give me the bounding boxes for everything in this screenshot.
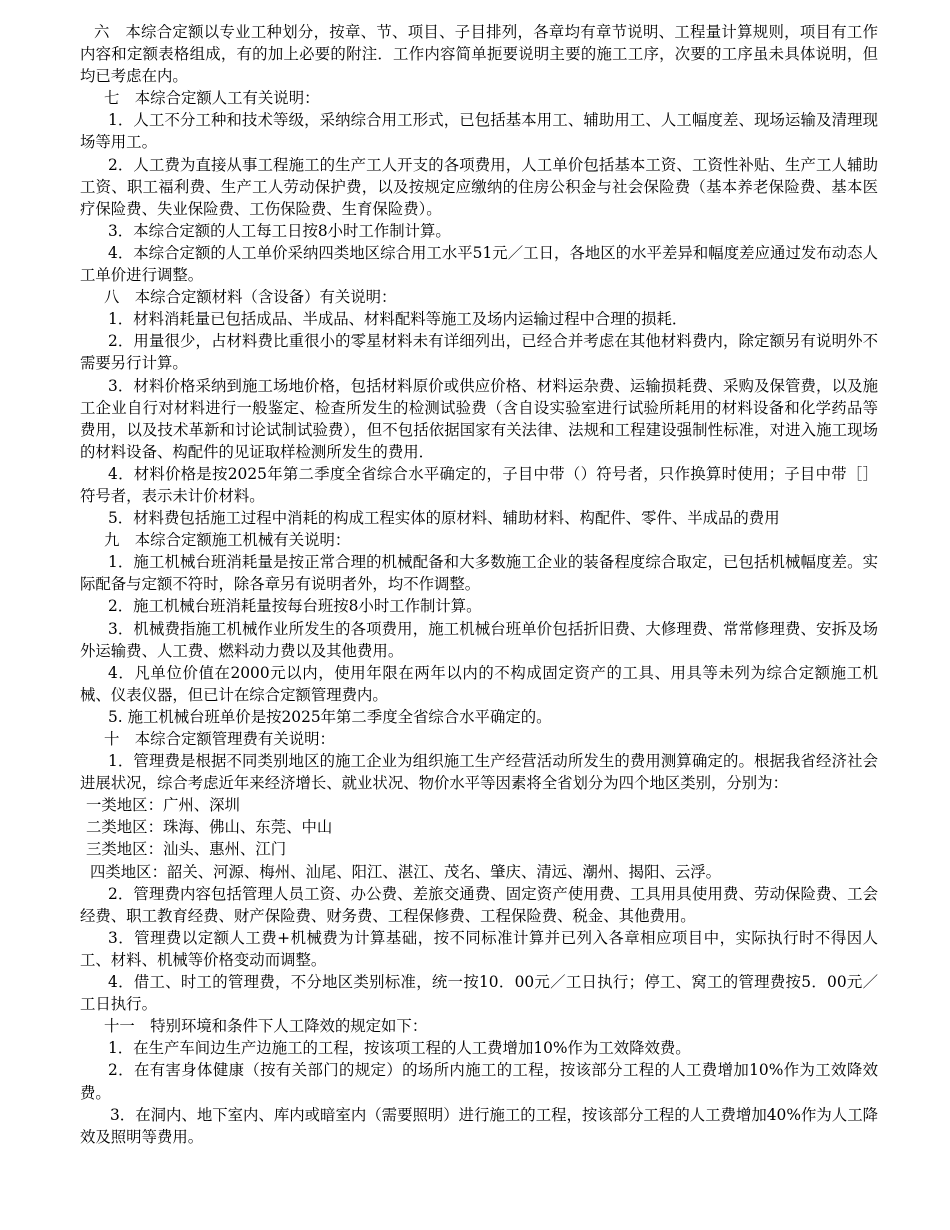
heading-section-7-labor: 七 本综合定额人工有关说明： [104, 89, 320, 108]
paragraph-materials-1: 1．材料消耗量已包括成品、半成品、材料配料等施工及场内运输过程中合理的损耗． [108, 310, 688, 329]
paragraph-materials-4: 4．材料价格是按2025年第二季度全省综合水平确定的，子目中带（）符号者，只作换算时使用；子目中带［］符号者，表示未计价材料。 [80, 464, 878, 505]
paragraph-management-1: 1．管理费是根据不同类别地区的施工企业为组织施工生产经营活动所发生的费用测算确定的。根据我省经济社会进展状况，综合考虑近年来经济增长、就业状况、物价水平等因素将全省划分为四个地区类别，分别为： [80, 752, 878, 793]
paragraph-machinery-5: 5. 施工机械台班单价是按2025年第二季度全省综合水平确定的。 [108, 707, 552, 726]
paragraph-materials-2: 2．用量很少，占材料费比重很小的零星材料未有详细列出，已经合并考虑在其他材料费内，除定额另有说明外不需要另行计算。 [80, 332, 878, 373]
paragraph-labor-4: 4．本综合定额的人工单价采纳四类地区综合用工水平51元／工日，各地区的水平差异和幅度差应通过发布动态人工单价进行调整。 [80, 243, 878, 285]
heading-section-11-efficiency: 十一 特别环境和条件下人工降效的规定如下： [104, 1017, 428, 1036]
heading-section-8-materials: 八 本综合定额材料（含设备）有关说明： [104, 288, 397, 307]
region-class-1: 一类地区：广州、深圳 [86, 796, 240, 815]
paragraph-machinery-1: 1．施工机械台班消耗量是按正常合理的机械配备和大多数施工企业的装备程度综合取定，已包括机械幅度差。实际配备与定额不符时，除各章另有说明者外，均不作调整。 [80, 553, 878, 594]
paragraph-materials-3: 3．材料价格采纳到施工场地价格，包括材料原价或供应价格、材料运杂费、运输损耗费、采购及保管费，以及施工企业自行对材料进行一般鉴定、检查所发生的检测试验费（含自设实验室进行试验所耗用的材料设备和化学药品等费用，以及技术革新和讨论试制试验费），但不包括依据国家有关法律、法规和工程建设强制性标准，对进入施工现场的材料设备、构配件的见证取样检测所发生的费用． [80, 376, 878, 461]
paragraph-labor-3: 3．本综合定额的人工每工日按8小时工作制计算。 [108, 221, 451, 240]
paragraph-efficiency-2: 2．在有害身体健康（按有关部门的规定）的场所内施工的工程，按该部分工程的人工费增加10%作为工效降效费。 [80, 1061, 878, 1102]
paragraph-machinery-3: 3．机械费指施工机械作业所发生的各项费用，施工机械台班单价包括折旧费、大修理费、常常修理费、安拆及场外运输费、人工费、燃料动力费以及其他费用。 [80, 619, 878, 660]
paragraph-labor-1: 1．人工不分工种和技术等级，采纳综合用工形式，已包括基本用工、辅助用工、人工幅度差、现场运输及清理现场等用工。 [80, 111, 878, 152]
paragraph-management-2: 2．管理费内容包括管理人员工资、办公费、差旅交通费、固定资产使用费、工具用具使用费、劳动保险费、工会经费、职工教育经费、财产保险费、财务费、工程保修费、工程保险费、税金、其他费用。 [80, 884, 878, 925]
paragraph-machinery-2: 2．施工机械台班消耗量按每台班按8小时工作制计算。 [108, 597, 482, 616]
heading-section-10-management-fee: 十 本综合定额管理费有关说明： [104, 730, 335, 748]
heading-section-9-machinery: 九 本综合定额施工机械有关说明： [104, 531, 351, 550]
region-class-2: 二类地区：珠海、佛山、东莞、中山 [86, 818, 333, 837]
paragraph-labor-2: 2．人工费为直接从事工程施工的生产工人开支的各项费用，人工单价包括基本工资、工资性补贴、生产工人辅助工资、职工福利费、生产工人劳动保护费，以及按规定应缴纳的住房公积金与社会保险费（基本养老保险费、基本医疗保险费、失业保险费、工伤保险费、生育保险费）。 [80, 155, 878, 218]
paragraph-management-4: 4．借工、时工的管理费，不分地区类别标准，统一按10．00元／工日执行；停工、窝工的管理费按5．00元／工日执行。 [80, 973, 878, 1014]
paragraph-machinery-4: 4．凡单位价值在2000元以内，使用年限在两年以内的不构成固定资产的工具、用具等未列为综合定额施工机械、仪表仪器，但已计在综合定额管理费内。 [80, 663, 878, 704]
paragraph-materials-5: 5．材料费包括施工过程中消耗的构成工程实体的原材料、辅助材料、构配件、零件、半成品的费用 [108, 509, 780, 528]
region-class-3: 三类地区：汕头、惠州、江门 [86, 840, 287, 859]
region-class-4: 四类地区：韶关、河源、梅州、汕尾、阳江、湛江、茂名、肇庆、清远、潮州、揭阳、云浮。 [90, 862, 722, 881]
paragraph-efficiency-1: 1．在生产车间边生产边施工的工程，按该项工程的人工费增加10%作为工效降效费。 [108, 1039, 691, 1058]
paragraph-section-6: 六 本综合定额以专业工种划分，按章、节、项目、子目排列，各章均有章节说明、工程量计算规则，项目有工作内容和定额表格组成，有的加上必要的附注．工作内容简单扼要说明主要的施工工序，次要的工序虽未具体说明，但均已考虑在内。 [80, 23, 878, 86]
paragraph-efficiency-3: 3．在洞内、地下室内、库内或暗室内（需要照明）进行施工的工程，按该部分工程的人工费增加40%作为人工降效及照明等费用。 [80, 1105, 878, 1146]
paragraph-management-3: 3．管理费以定额人工费+机械费为计算基础，按不同标准计算并已列入各章相应项目中，实际执行时不得因人工、材料、机械等价格变动而调整。 [80, 928, 878, 969]
